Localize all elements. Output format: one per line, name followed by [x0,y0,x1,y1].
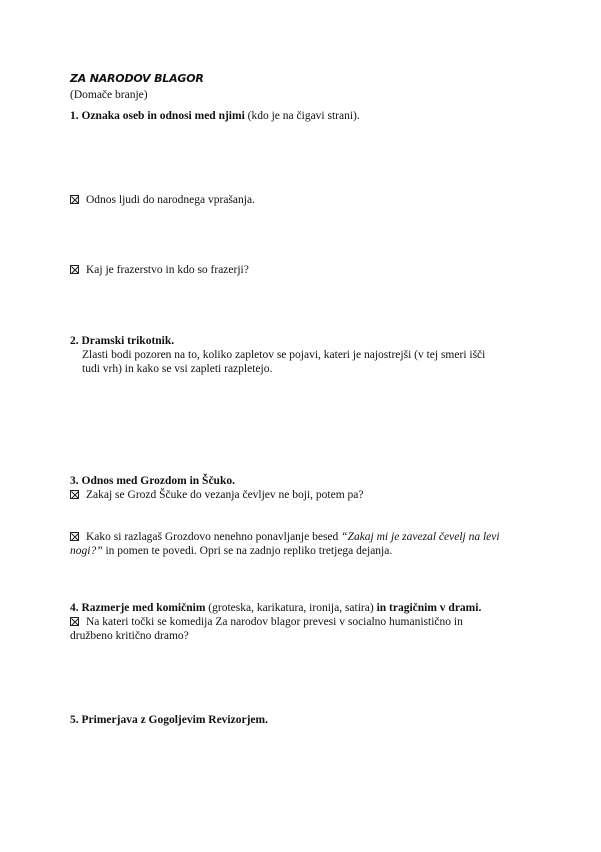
q4-item-1-line-2: družbeno kritično dramo? [70,630,189,642]
doc-subtitle: (Domače branje) [70,89,148,101]
q1-heading: 1. Oznaka oseb in odnosi med njimi [70,110,245,122]
q3-heading: 3. Odnos med Grozdom in Ščuko. [70,475,235,487]
q1-item-1 [70,193,255,207]
q3-item-2-line-1 [70,530,500,544]
q2-heading-line [70,334,174,348]
q2-line-1: Zlasti bodi pozoren na to, koliko zapletov se pojavi, kateri je najostrejši (v tej smeri išči [82,349,486,361]
checkbox-x-icon [70,195,79,204]
doc-title: ZA NARODOV BLAGOR [70,72,204,85]
q2-line-2: tudi vrh) in kako se vsi zapleti razpletejo. [82,363,273,375]
q3-item-1 [70,488,364,502]
checkbox-x-icon [70,265,79,274]
q2-heading: 2. Dramski trikotnik. [70,335,175,347]
q3-item-1-text: Zakaj se Grozd Ščuke do vezanja čevljev ne boji, potem pa? [86,489,364,501]
checkbox-x-icon [70,490,79,499]
q1-heading-rest: (kdo je na čigavi strani). [244,110,360,122]
q4-heading-line [70,601,481,615]
checkbox-x-icon [70,532,79,541]
q4-item-1-line-1 [70,615,463,629]
checkbox-x-icon [70,617,79,626]
q5-heading: 5. Primerjava z Gogoljevim Revizorjem. [70,714,268,726]
q3-item-2-quote-b: nogi?” [70,545,103,557]
q5-heading-line [70,713,268,727]
q3-item-2-line-2 [70,544,392,558]
q4-heading-end: in tragičnim v drami. [376,602,482,614]
q4-item-1-text-1: Na kateri točki se komedija Za narodov blagor prevesi v socialno humanistično in [86,616,463,628]
q3-item-2-quote-a: “Zakaj mi je zavezal čevelj na levi [341,531,500,543]
q3-heading-line [70,474,235,488]
q3-item-2-text-b: in pomen te povedi. Opri se na zadnjo repliko tretjega dejanja. [102,545,393,557]
q1-item-2 [70,263,249,277]
q4-heading: 4. Razmerje med komičnim [70,602,206,614]
q3-item-2-text-a: Kako si razlagaš Grozdovo nenehno ponavljanje besed [86,531,342,543]
q1-heading-line [70,109,360,123]
q1-item-1-text: Odnos ljudi do narodnega vprašanja. [86,194,255,206]
q4-heading-mid: (groteska, karikatura, ironija, satira) [205,602,377,614]
q1-item-2-text: Kaj je frazerstvo in kdo so frazerji? [86,264,249,276]
